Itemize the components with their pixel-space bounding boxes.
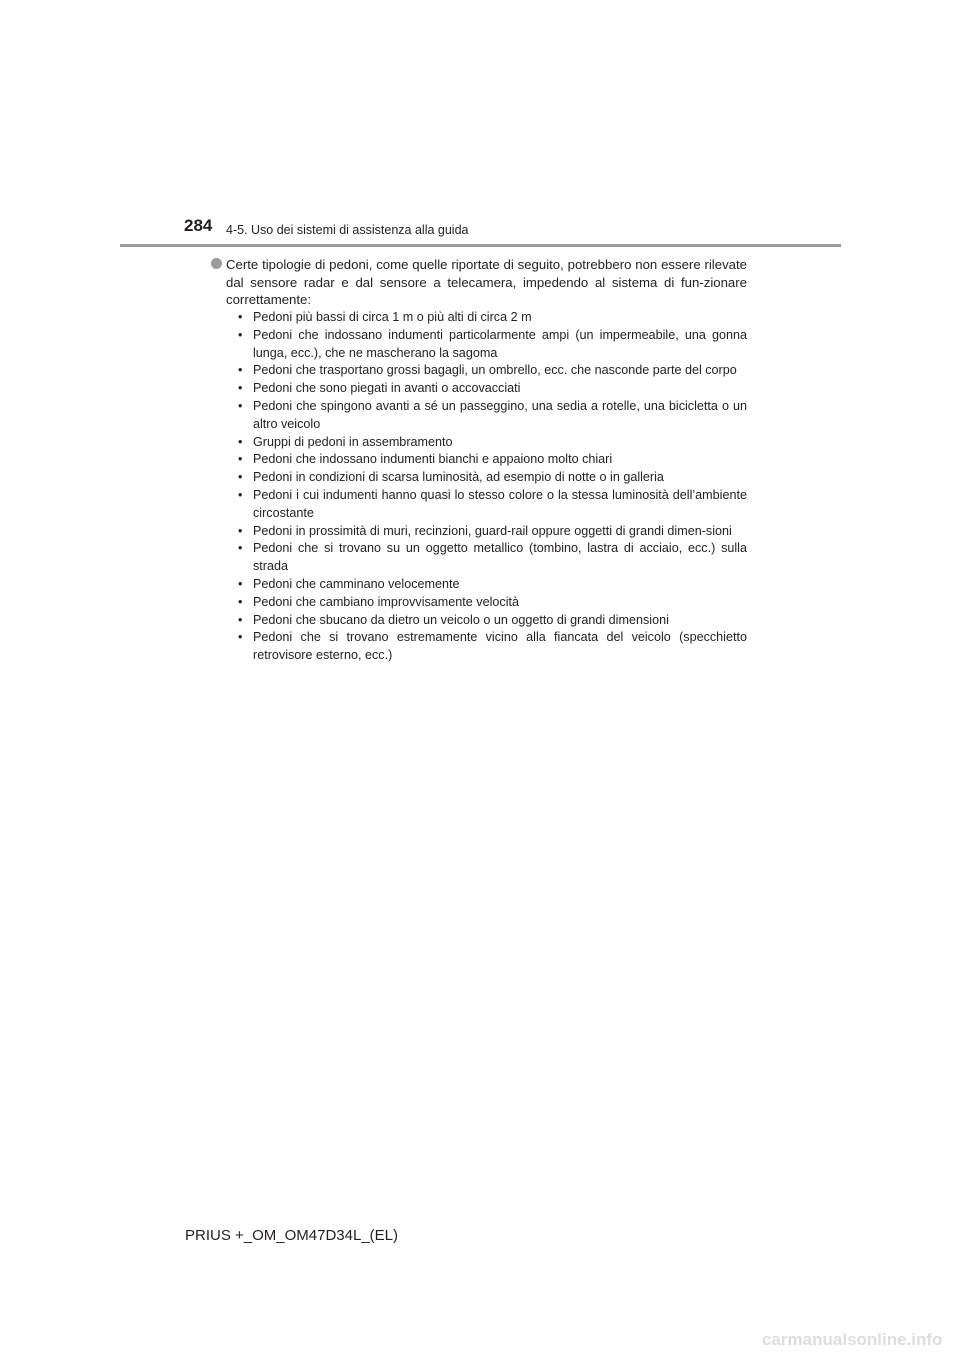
list-item (238, 629, 747, 665)
list-item (238, 327, 747, 363)
list-item-marker: • (238, 470, 243, 485)
list-item-marker: • (238, 452, 243, 467)
list-item-marker: • (238, 487, 243, 502)
page-number: 284 (184, 216, 213, 235)
list-item-text: Pedoni che si trovano estremamente vicino alla fiancata del veicolo (specchietto retrovisore esterno, ecc.) (253, 630, 747, 663)
list-item-marker: • (238, 381, 243, 396)
list-item-text: Pedoni i cui indumenti hanno quasi lo stesso colore o la stessa luminosità dell’ambiente circostante (253, 487, 747, 520)
list-item (238, 398, 747, 434)
list-item-marker: • (238, 398, 243, 413)
circle-bullet-icon (211, 258, 222, 269)
list-item-marker: • (238, 363, 243, 378)
list-item (238, 469, 747, 487)
list-item (238, 594, 747, 612)
list-item-marker: • (238, 594, 243, 609)
list-item-marker: • (238, 434, 243, 449)
list-item-text: Pedoni in condizioni di scarsa luminosità, ad esempio di notte o in galleria (253, 470, 664, 485)
list-item-text: Pedoni che trasportano grossi bagagli, un ombrello, ecc. che nasconde parte del corpo (253, 363, 737, 378)
intro-text: Certe tipologie di pedoni, come quelle riportate di seguito, potrebbero non essere rilevate dal sensore radar e dal sensore a telecamera, impedendo al sistema di fun-zionare correttamente: (226, 257, 747, 308)
list-item-marker: • (238, 576, 243, 591)
list-item-marker: • (238, 541, 243, 556)
list-item (238, 434, 747, 452)
list-item (238, 576, 747, 594)
list-item-text: Pedoni più bassi di circa 1 m o più alti di circa 2 m (253, 310, 532, 324)
list-item-marker: • (238, 630, 243, 645)
list-item-marker: • (238, 327, 243, 342)
list-item-text: Pedoni in prossimità di muri, recinzioni, guard-rail oppure oggetti di grandi dimen-sioni (253, 523, 732, 538)
list-item-marker: • (238, 310, 243, 324)
watermark: carmanualsonline.info (762, 1330, 943, 1349)
list-item (238, 540, 747, 576)
document-code: PRIUS +_OM_OM47D34L_(EL) (185, 1227, 399, 1244)
list-item-text: Gruppi di pedoni in assembramento (253, 434, 453, 449)
list-item (238, 523, 747, 541)
list-item (238, 309, 747, 327)
section-title: 4-5. Uso dei sistemi di assistenza alla guida (226, 223, 469, 237)
intro-paragraph (226, 256, 747, 309)
pedestrian-conditions-list (238, 309, 747, 665)
list-item (238, 487, 747, 523)
list-item-marker: • (238, 523, 243, 538)
list-item-marker: • (238, 612, 243, 627)
list-item-text: Pedoni che camminano velocemente (253, 576, 460, 591)
list-item-text: Pedoni che indossano indumenti particolarmente ampi (un impermeabile, una gonna lunga, ecc.), che ne mascherano la sagoma (253, 327, 747, 360)
list-item-text: Pedoni che indossano indumenti bianchi e appaiono molto chiari (253, 452, 613, 467)
list-item-text: Pedoni che sono piegati in avanti o accovacciati (253, 381, 521, 396)
header-rule (120, 244, 841, 247)
list-item (238, 380, 747, 398)
list-item-text: Pedoni che spingono avanti a sé un passeggino, una sedia a rotelle, una bicicletta o un altro veicolo (253, 398, 747, 431)
list-item (238, 612, 747, 630)
list-item (238, 362, 747, 380)
list-item-text: Pedoni che cambiano improvvisamente velocità (253, 594, 520, 609)
list-item (238, 451, 747, 469)
list-item-text: Pedoni che si trovano su un oggetto metallico (tombino, lastra di acciaio, ecc.) sulla strada (253, 541, 747, 574)
list-item-text: Pedoni che sbucano da dietro un veicolo o un oggetto di grandi dimensioni (253, 612, 669, 627)
